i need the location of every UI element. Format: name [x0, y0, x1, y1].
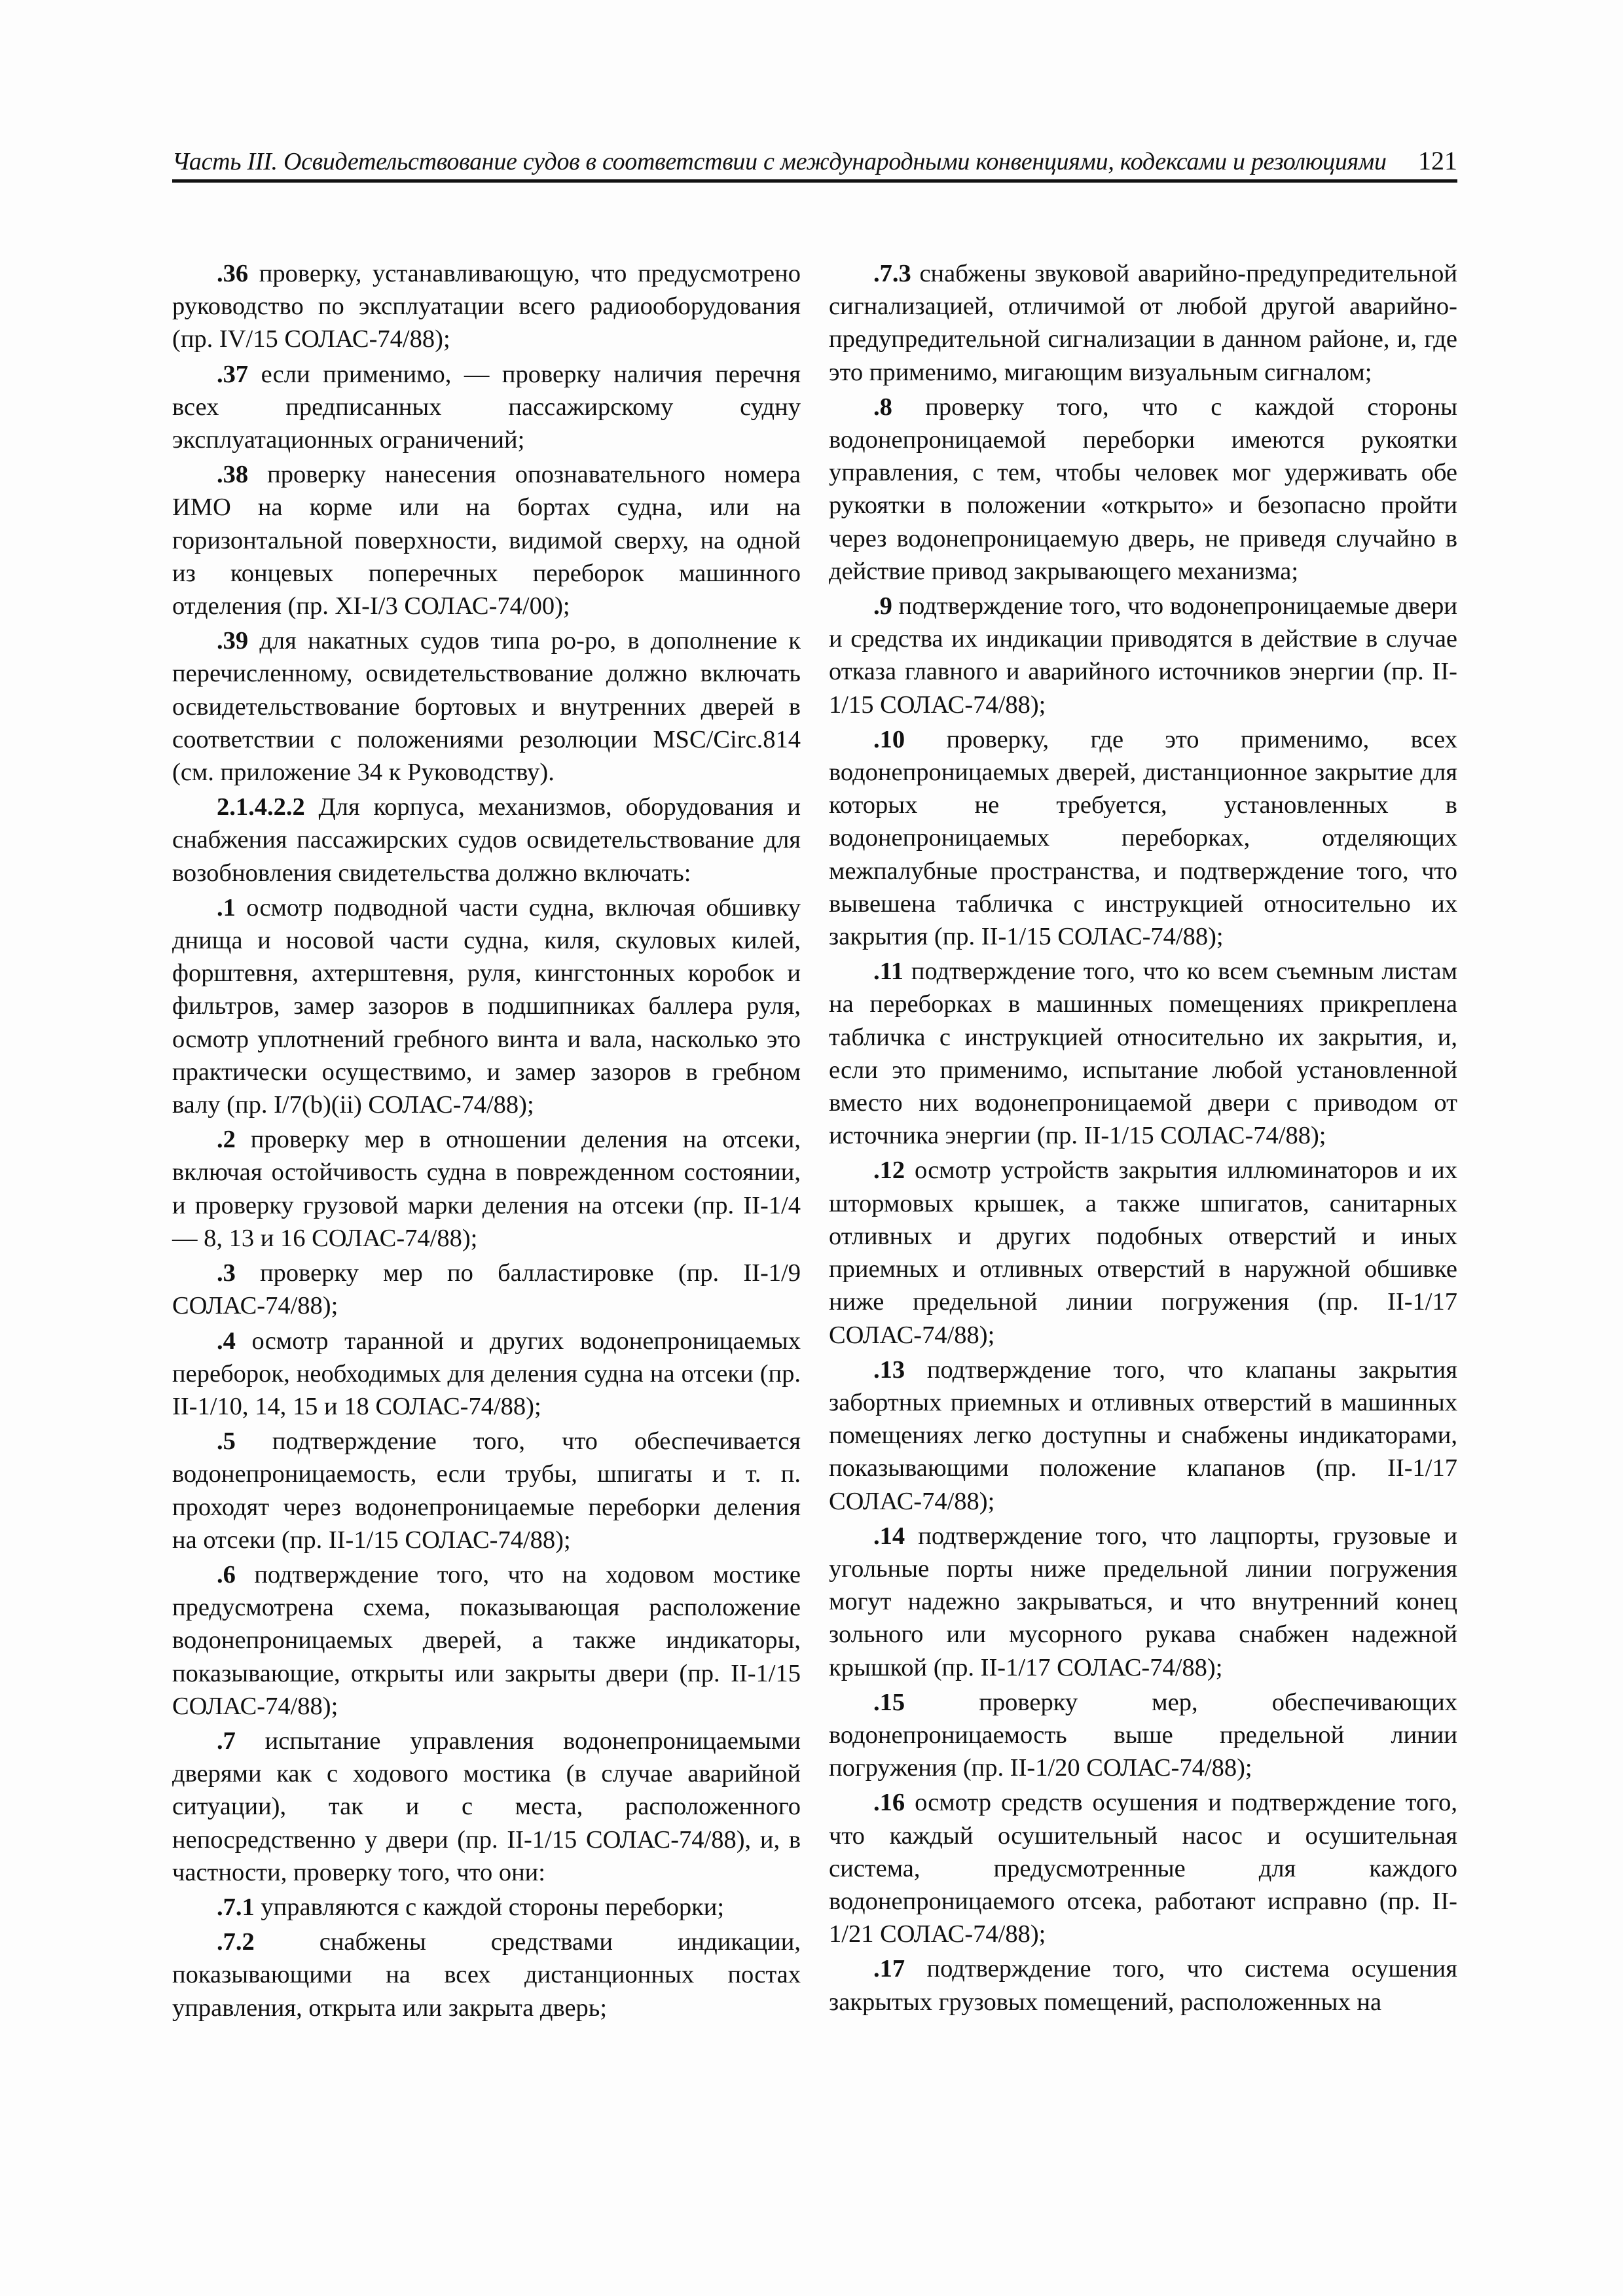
- paragraph: [829, 1952, 1457, 2018]
- paragraph: [172, 1257, 801, 1322]
- paragraph-text: управляются с каждой стороны переборки;: [254, 1893, 725, 1921]
- item-number: .7.2: [217, 1928, 255, 1956]
- item-number: .14: [873, 1522, 905, 1550]
- paragraph-text: проверку того, что с каждой стороны водонепроницаемой переборки имеются рукоятки управления, с тем, чтобы человек мог удерживать обе рукоятки в положении «открыто» и безопасно пройти через водонепроницаемую дверь, не приведя случайно в действие привод закрывающего механизма;: [829, 393, 1457, 585]
- paragraph: [829, 391, 1457, 588]
- paragraph-text: подтверждение того, что ко всем съемным листам на переборках в машинных помещениях прикреплена табличка с инструкцией относительно их закрытия, и, если это применимо, испытание любой установленной вместо них водонепроницаемой двери с приводом от источника энергии (пр. II-1/15 СОЛАС-74/88);: [829, 958, 1457, 1150]
- paragraph-text: осмотр таранной и других водонепроницаемых переборок, необходимых для деления судна на отсеки (пр. II-1/10, 14, 15 и 18 СОЛАС-74/88);: [172, 1327, 801, 1420]
- header-rule: [172, 179, 1457, 183]
- paragraph: [172, 1926, 801, 2024]
- item-number: .7: [217, 1727, 236, 1755]
- item-number: 2.1.4.2.2: [217, 793, 305, 821]
- paragraph-text: проверку мер в отношении деления на отсеки, включая остойчивость судна в поврежденном состоянии, и проверку грузовой марки деления на отсеки (пр. II-1/4 — 8, 13 и 16 СОЛАС-74/88);: [172, 1126, 801, 1252]
- paragraph-text: осмотр средств осушения и подтверждение того, что каждый осушительный насос и осушительная система, предусмотренные для каждого водонепроницаемого отсека, работают исправно (пр. II-1/21 СОЛАС-74/88);: [829, 1789, 1457, 1948]
- item-number: .5: [217, 1427, 236, 1456]
- paragraph: [829, 257, 1457, 389]
- paragraph: [172, 458, 801, 622]
- paragraph-text: проверку, где это применимо, всех водонепроницаемых дверей, дистанционное закрытие для которых не требуется, установленных в водонепроницаемых переборках, отделяющих межпалубные пространства, и подтверждение того, что вывешена табличка с инструкцией относительно их закрытия (пр. II-1/15 СОЛАС-74/88);: [829, 725, 1457, 951]
- item-number: .39: [217, 627, 249, 655]
- paragraph-text: подтверждение того, что система осушения закрытых грузовых помещений, расположенных на: [829, 1955, 1457, 2016]
- paragraph: [172, 1123, 801, 1255]
- paragraph: [172, 624, 801, 789]
- item-number: .37: [217, 360, 249, 388]
- running-header: [172, 145, 1457, 176]
- paragraph: [829, 1354, 1457, 1518]
- paragraph: [172, 791, 801, 889]
- paragraph-text: снабжены звуковой аварийно-предупредительной сигнализацией, отличимой от любой другой аварийно-предупредительной сигнализации в данном районе, и, где это применимо, мигающим визуальным сигналом;: [829, 260, 1457, 386]
- paragraph-text: испытание управления водонепроницаемыми дверями как с ходового мостика (в случае аварийной ситуации), так и с места, расположенного непосредственно у двери (пр. II-1/15 СОЛАС-74/88), и, в частности, проверку того, что они:: [172, 1727, 801, 1886]
- paragraph-text: подтверждение того, что клапаны закрытия забортных приемных и отливных отверстий в машинных помещениях легко доступны и снабжены индикаторами, показывающими положение клапанов (пр. II-1/17 СОЛАС-74/88);: [829, 1355, 1457, 1515]
- paragraph-text: Для корпуса, механизмов, оборудования и снабжения пассажирских судов освидетельствование для возобновления свидетельства должно включать:: [172, 793, 801, 887]
- item-number: .16: [873, 1789, 905, 1817]
- item-number: .4: [217, 1327, 236, 1355]
- item-number: .7.3: [873, 260, 911, 287]
- paragraph-text: подтверждение того, что водонепроницаемые двери и средства их индикации приводятся в действие в случае отказа главного и аварийного источников энергии (пр. II-1/15 СОЛАС-74/88);: [829, 592, 1457, 719]
- header-title: Часть III. Освидетельствование судов в соответствии с международными конвенциями, кодексами и резолюциями: [172, 148, 1387, 175]
- item-number: .9: [873, 592, 892, 620]
- item-number: .13: [873, 1355, 905, 1384]
- item-number: .12: [873, 1157, 905, 1185]
- paragraph-text: подтверждение того, что на ходовом мостике предусмотрена схема, показывающая расположение водонепроницаемых дверей, а также индикаторы, показывающие, открыты или закрыты двери (пр. II-1/15 СОЛАС-74/88);: [172, 1560, 801, 1720]
- paragraph-text: если применимо, — проверку наличия перечня всех предписанных пассажирскому судну эксплуатационных ограничений;: [172, 360, 801, 454]
- paragraph: [829, 1786, 1457, 1950]
- paragraph: [172, 1425, 801, 1556]
- paragraph-text: проверку мер, обеспечивающих водонепроницаемость выше предельной линии погружения (пр. II-1/20 СОЛАС-74/88);: [829, 1688, 1457, 1782]
- paragraph: [829, 1686, 1457, 1785]
- paragraph: [172, 1325, 801, 1424]
- paragraph-text: для накатных судов типа ро-ро, в дополнение к перечисленному, освидетельствование должно включать освидетельствование бортовых и внутренних дверей в соответствии с положениями резолюции MSC/Circ.814 (см. приложение 34 к Руководству).: [172, 627, 801, 787]
- paragraph: [829, 955, 1457, 1152]
- paragraph: [172, 1725, 801, 1889]
- item-number: .2: [217, 1126, 236, 1154]
- paragraph-text: осмотр подводной части судна, включая обшивку днища и носовой части судна, киля, скуловых килей, форштевня, ахтерштевня, руля, кингстонных коробок и фильтров, замер зазоров в подшипниках баллера руля, осмотр уплотнений гребного винта и вала, насколько это практически осуществимо, и замер зазоров в гребном валу (пр. I/7(b)(ii) СОЛАС-74/88);: [172, 893, 801, 1119]
- item-number: .17: [873, 1955, 905, 1983]
- paragraph-text: проверку нанесения опознавательного номера ИМО на корме или на бортах судна, или на горизонтальной поверхности, видимой сверху, на одной из концевых поперечных переборок машинного отделения (пр. XI-I/3 СОЛАС-74/00);: [172, 461, 801, 620]
- paragraph: [172, 1891, 801, 1924]
- paragraph: [829, 1520, 1457, 1684]
- paragraph: [172, 257, 801, 356]
- left-column: [172, 257, 801, 2026]
- item-number: .38: [217, 461, 249, 489]
- item-number: .11: [873, 958, 904, 986]
- paragraph-text: проверку мер по балластировке (пр. II-1/9 СОЛАС-74/88);: [172, 1259, 801, 1320]
- paragraph-text: проверку, устанавливающую, что предусмотрено руководство по эксплуатации всего радиооборудования (пр. IV/15 СОЛАС-74/88);: [172, 260, 801, 353]
- paragraph: [829, 590, 1457, 721]
- right-column: [829, 257, 1457, 2020]
- paragraph: [829, 1154, 1457, 1351]
- paragraph: [172, 891, 801, 1121]
- paragraph: [829, 723, 1457, 953]
- paragraph-text: осмотр устройств закрытия иллюминаторов и их штормовых крышек, а также шпигатов, санитарных отливных и других подобных отверстий и иных приемных и отливных отверстий в наружной обшивке ниже предельной линии погружения (пр. II-1/17 СОЛАС-74/88);: [829, 1157, 1457, 1349]
- item-number: .36: [217, 260, 249, 287]
- item-number: .6: [217, 1560, 236, 1588]
- item-number: .3: [217, 1259, 236, 1287]
- paragraph-text: подтверждение того, что обеспечивается водонепроницаемость, если трубы, шпигаты и т. п. проходят через водонепроницаемые переборки деления на отсеки (пр. II-1/15 СОЛАС-74/88);: [172, 1427, 801, 1554]
- item-number: .8: [873, 393, 892, 421]
- paragraph-text: подтверждение того, что лацпорты, грузовые и угольные порты ниже предельной линии погружения могут надежно закрываться, и что внутренний конец зольного или мусорного рукава снабжен надежной крышкой (пр. II-1/17 СОЛАС-74/88);: [829, 1522, 1457, 1681]
- page-number: 121: [1418, 146, 1457, 175]
- paragraph: [172, 358, 801, 457]
- item-number: .10: [873, 725, 905, 753]
- item-number: .15: [873, 1688, 905, 1716]
- item-number: .1: [217, 893, 236, 922]
- paragraph-text: снабжены средствами индикации, показывающими на всех дистанционных постах управления, открыта или закрыта дверь;: [172, 1928, 801, 2022]
- paragraph: [172, 1558, 801, 1723]
- item-number: .7.1: [217, 1893, 255, 1921]
